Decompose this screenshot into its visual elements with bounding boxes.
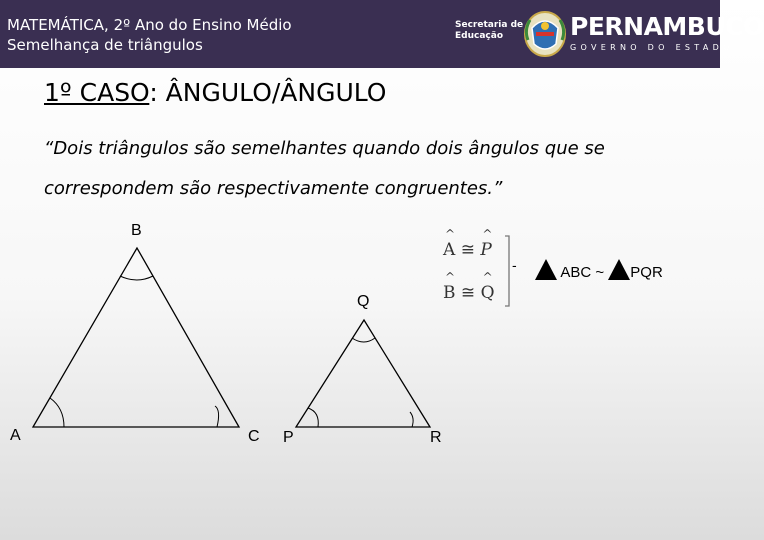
secretaria-line-1: Secretaria de xyxy=(455,20,524,30)
equation-bracket xyxy=(505,236,509,306)
quote-line-2: correspondem são respectivamente congruentes.” xyxy=(44,178,503,199)
eq1-left: ^ A xyxy=(443,240,455,260)
angle-a-arc xyxy=(50,398,64,427)
header-topic: Semelhança de triângulos xyxy=(7,36,203,54)
brand-subtitle: GOVERNO DO ESTADO xyxy=(570,43,734,52)
vertex-c-label: C xyxy=(248,428,260,445)
similarity-left: ABC ~ xyxy=(560,264,605,281)
eq2-right: ^ Q xyxy=(481,283,495,303)
angle-q-arc xyxy=(352,338,375,342)
angle-equation-2 xyxy=(443,283,495,303)
triangle-symbol-icon xyxy=(608,259,630,280)
angle-equation-1 xyxy=(443,240,492,260)
vertex-q-label: Q xyxy=(357,293,370,310)
angle-p-arc xyxy=(308,408,318,427)
vertex-r-label: R xyxy=(430,429,442,446)
angle-c-arc xyxy=(215,406,219,427)
brand-name: PERNAMBUCO xyxy=(570,12,764,41)
eq2-congruent-symbol: ≅ xyxy=(460,283,476,303)
implication-dash: - xyxy=(512,257,517,273)
header-subject: MATEMÁTICA, 2º Ano do Ensino Médio xyxy=(7,16,292,34)
triangle-abc xyxy=(33,248,239,427)
angle-r-arc xyxy=(410,412,413,427)
angle-b-arc xyxy=(120,276,153,280)
secretaria-line-2: Educação xyxy=(455,31,503,41)
vertex-b-label: B xyxy=(131,222,142,239)
similarity-right: PQR xyxy=(630,264,663,281)
case-name: : ÂNGULO/ÂNGULO xyxy=(149,78,387,107)
vertex-a-label: A xyxy=(10,427,21,444)
triangle-pqr xyxy=(296,320,430,427)
eq2-left: ^ B xyxy=(443,283,456,303)
eq1-congruent-symbol: ≅ xyxy=(460,240,475,260)
eq1-right: ^ P xyxy=(480,240,491,260)
case-label: 1º CASO xyxy=(44,78,150,107)
triangle-symbol-icon xyxy=(535,259,557,280)
quote-line-1: “Dois triângulos são semelhantes quando dois ângulos que se xyxy=(44,138,605,159)
vertex-p-label: P xyxy=(283,429,294,446)
similarity-statement xyxy=(535,259,663,281)
